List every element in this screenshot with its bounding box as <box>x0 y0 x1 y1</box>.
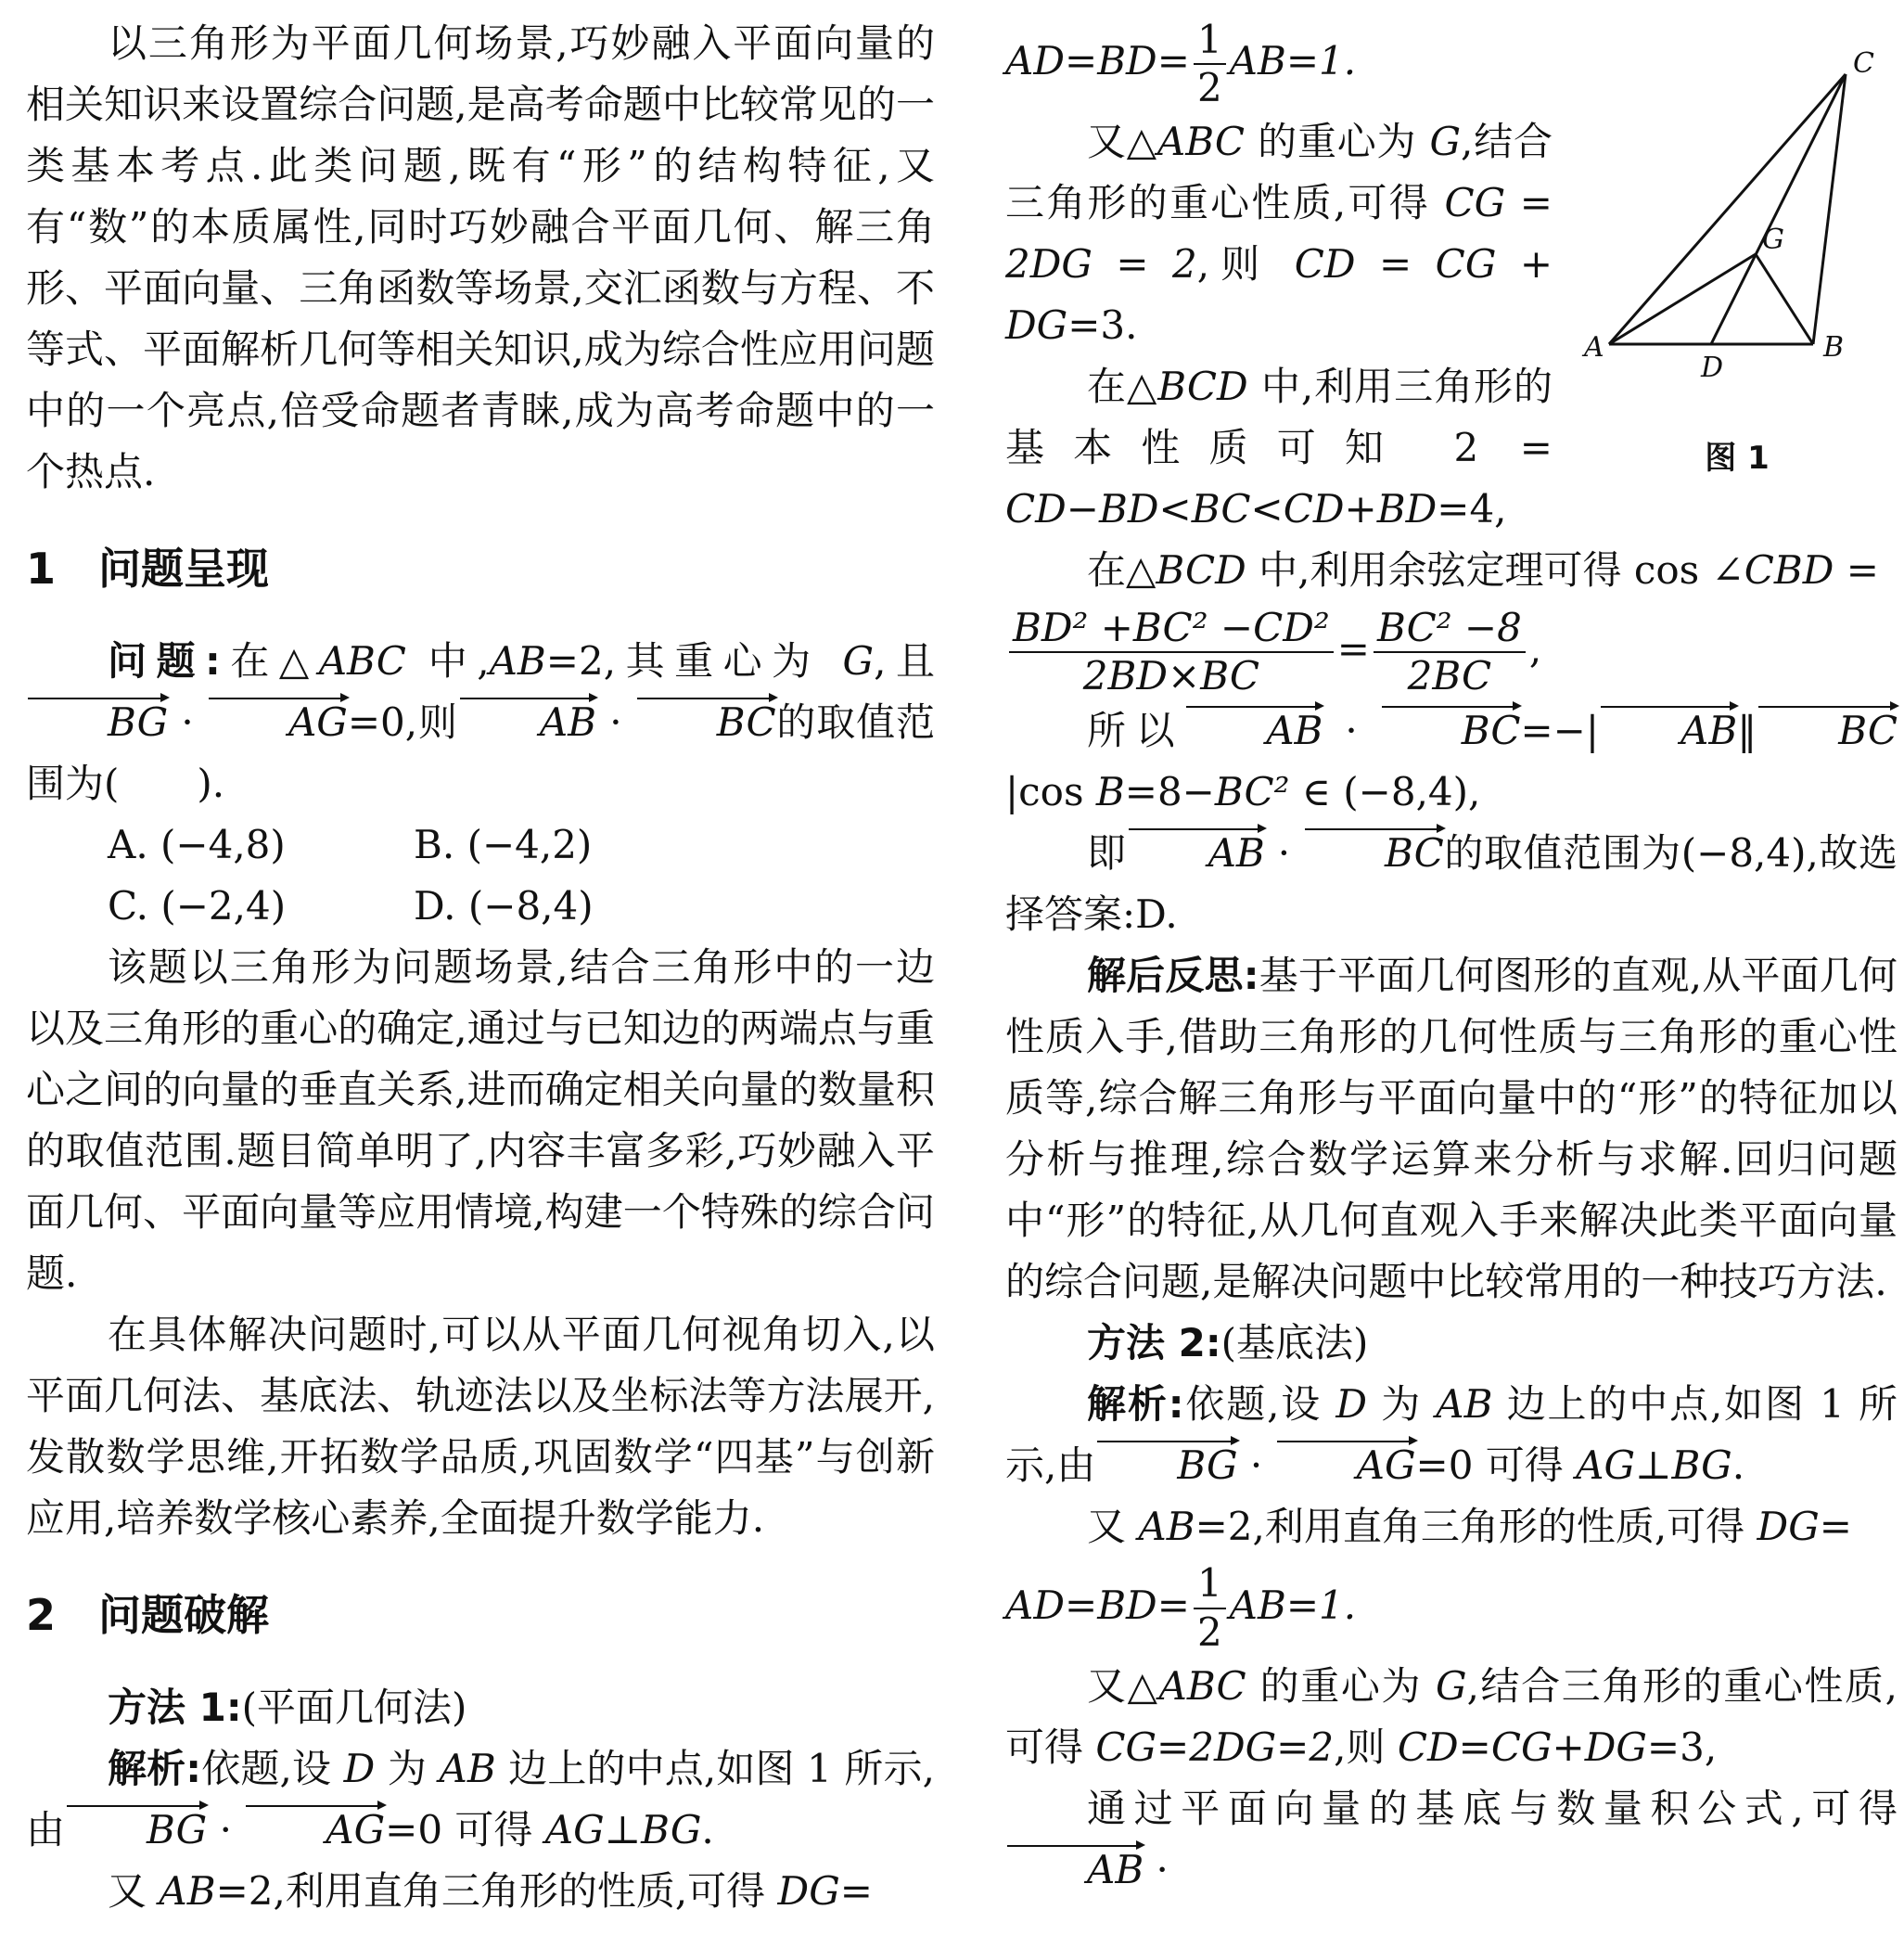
method-overview: 在具体解决问题时,可以从平面几何视角切入,以平面几何法、基底法、轨迹法以及坐标法等方法展开,发散数学思维,开拓数学品质,巩固数学“四基”与创新应用,培养数学核心素养,全面提升数学能力. <box>26 1312 935 1541</box>
fraction-half: $\frac{1}{2}$ <box>1194 17 1226 112</box>
problem-label: 问题: <box>108 638 221 684</box>
options-row-2 <box>26 876 935 937</box>
equation-ad-bd-2: AD=BD= $\frac{1}{2}$ AB=1. <box>1005 1560 1357 1655</box>
method-1-heading: 方法 1:(平面几何法) <box>108 1685 467 1730</box>
median-cd <box>1711 74 1846 344</box>
result-paragraph: 所以 AB · BC=−| AB‖ BC|cos B=8−BC² ∈ (−8,4), <box>1005 700 1898 823</box>
equation-ad-bd: AD=BD= $\frac{1}{2}$ AB=1. <box>1005 16 1357 110</box>
label-a: A <box>1584 331 1604 364</box>
vector-ag: AG <box>207 692 348 753</box>
edge-cb <box>1813 74 1846 344</box>
triangle-inequality-paragraph: 在△BCD 中,利用三角形的基本性质可知 2 = CD−BD<BC<CD+BD=4, <box>1005 364 1553 532</box>
edge-ac <box>1609 74 1846 344</box>
label-d: D <box>1701 352 1724 384</box>
section-heading-2 <box>26 1584 935 1646</box>
problem-statement: 问题:在△ABC 中,AB=2,其重心为 G,且BG · AG=0,则 AB · BC的取值范围为( ). <box>26 638 935 806</box>
vector-bg: BG <box>26 692 168 753</box>
options-row-1 <box>26 814 935 876</box>
analysis-1: 解析:依题,设 D 为 AB 边上的中点,如图 1 所示,由 BG · AG=0 可得 AG⊥BG. <box>26 1738 935 1861</box>
option-c: C. (−2,4) <box>108 883 287 929</box>
section-title: 问题破解 <box>98 1590 269 1640</box>
label-c: C <box>1853 47 1874 80</box>
dg-line-2: 又 AB=2,利用直角三角形的性质,可得 DG= <box>1087 1503 1852 1549</box>
figure-caption: 图 1 <box>1705 440 1770 477</box>
analysis-2: 解析:依题,设 D 为 AB 边上的中点,如图 1 所示,由 BG · AG=0 可得 AG⊥BG. <box>1005 1374 1898 1496</box>
label-b: B <box>1823 331 1845 364</box>
cosine-paragraph: 在△BCD 中,利用余弦定理可得 cos ∠CBD = <box>1087 547 1879 594</box>
centroid-paragraph-2: 又△ABC 的重心为 G,结合三角形的重心性质,可得 CG=2DG=2,则 CD=CG+DG=3, <box>1005 1663 1898 1771</box>
cosine-fraction: $\frac{\text{BD² +BC² −CD²}}{2BD\times BC}$ = $\frac{\text{BC² −8}}{2BC}$ , <box>1005 601 1898 699</box>
option-a: A. (−4,8) <box>108 822 286 867</box>
left-column <box>26 13 935 1922</box>
centroid-paragraph: 又△ABC 的重心为 G,结合三角形的重心性质,可得 CG = 2DG = 2,则 CD = CG + DG=3. <box>1005 119 1553 349</box>
dg-line: 又 AB=2,利用直角三角形的性质,可得 DG= <box>108 1868 873 1914</box>
section-number: 1 <box>26 544 57 594</box>
figure-1 <box>1577 33 1898 477</box>
segment-bg <box>1756 254 1813 344</box>
range-paragraph: 即 AB · BC的取值范围为(−8,4),故选择答案:D. <box>1005 823 1898 945</box>
vector-bc: BC <box>635 692 776 753</box>
basis-paragraph: 通过平面向量的基底与数量积公式,可得AB · <box>1005 1778 1898 1901</box>
vector-ab: AB <box>458 692 596 753</box>
reflection-paragraph: 解后反思:基于平面几何图形的直观,从平面几何性质入手,借助三角形的几何性质与三角形的重心性质等,综合解三角形与平面向量中的“形”的特征加以分析与推理,综合数学运算来分析与求解.回归问题中“形”的特征,从几何直观入手来解决此类平面向量的综合问题,是解决问题中比较常用的一种技巧方法. <box>1005 952 1898 1304</box>
problem-description: 该题以三角形为问题场景,结合三角形中的一边以及三角形的重心的确定,通过与已知边的两端点与重心之间的向量的垂直关系,进而确定相关向量的数量积的取值范围.题目简单明了,内容丰富多彩,巧妙融入平面几何、平面向量等应用情境,构建一个特殊的综合问题. <box>26 944 935 1296</box>
section-number: 2 <box>26 1590 57 1640</box>
section-heading-1 <box>26 538 935 599</box>
option-d: D. (−8,4) <box>414 883 594 929</box>
intro-paragraph: 以三角形为平面几何场景,巧妙融入平面向量的相关知识来设置综合问题,是高考命题中比较常见的一类基本考点.此类问题,既有“形”的结构特征,又有“数”的本质属性,同时巧妙融合平面几何、解三角形、平面向量、三角函数等场景,交汇函数与方程、不等式、平面解析几何等相关知识,成为综合性应用问题中的一个亮点,倍受命题者青睐,成为高考命题中的一个热点. <box>26 20 935 494</box>
section-title: 问题呈现 <box>98 544 269 594</box>
method-2-heading: 方法 2:(基底法) <box>1087 1319 1369 1365</box>
option-b: B. (−4,2) <box>414 822 593 867</box>
triangle-diagram <box>1577 33 1898 404</box>
label-g: G <box>1762 224 1784 256</box>
